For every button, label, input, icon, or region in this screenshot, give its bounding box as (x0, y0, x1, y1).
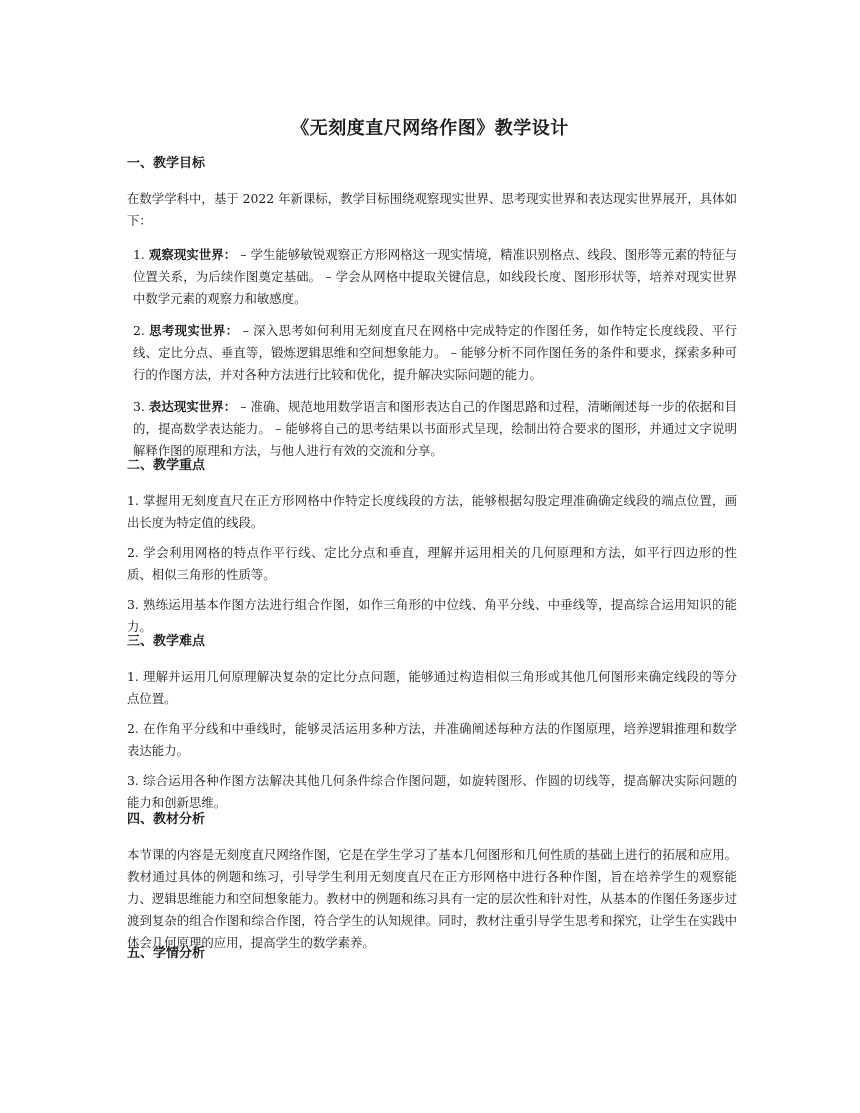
goal-item-lead: 思考现实世界： (149, 323, 239, 338)
list-item: 3. 综合运用各种作图方法解决其他几何条件综合作图问题，如旋转图形、作圆的切线等，提高解决实际问题的能力和创新思维。 (127, 773, 737, 810)
list-item: 2. 在作角平分线和中垂线时，能够灵活运用多种方法，并准确阐述每种方法的作图原理，培养逻辑推理和数学表达能力。 (127, 721, 737, 758)
list-item: 1. 理解并运用几何原理解决复杂的定比分点问题，能够通过构造相似三角形或其他几何图形来确定线段的等分点位置。 (127, 669, 737, 706)
goal-item-observe: 1. 观察现实世界： – 学生能够敏锐观察正方形网格这一现实情境，精准识别格点、线段、图形等元素的特征与位置关系，为后续作图奠定基础。 – 学会从网格中提取关键信息，如线段长度、图形形状等，培养对现实世界中数学元素的观察力和敏感度。 (133, 247, 737, 306)
section-heading: 五、学情分析 (127, 946, 206, 961)
list-item: 2. 学会利用网格的特点作平行线、定比分点和垂直，理解并运用相关的几何原理和方法，如平行四边形的性质、相似三角形的性质等。 (127, 545, 737, 582)
list-item: 3. 熟练运用基本作图方法进行组合作图，如作三角形的中位线、角平分线、中垂线等，提高综合运用知识的能力。 (127, 597, 737, 634)
document-title: 《无刻度直尺网络作图》教学设计 (291, 118, 569, 139)
list-item: 1. 掌握用无刻度直尺在正方形网格中作特定长度线段的方法，能够根据勾股定理准确确定线段的端点位置，画出长度为特定值的线段。 (127, 493, 737, 530)
section-key-points (127, 456, 737, 638)
goal-item-think: 2. 思考现实世界： – 深入思考如何利用无刻度直尺在网格中完成特定的作图任务，如作特定长度线段、平行线、定比分点、垂直等，锻炼逻辑思维和空间想象能力。 – 能够分析不同作图任务的条件和要求，探索多种可行的作图方法，并对各种方法进行比较和优化，提升解决实际问题的能力。 (133, 323, 737, 382)
goal-item-express: 3. 表达现实世界： – 准确、规范地用数学语言和图形表达自己的作图思路和过程，清晰阐述每一步的依据和目的，提高数学表达能力。 – 能够将自己的思考结果以书面形式呈现，绘制出符合要求的图形，并通过文字说明解释作图的原理和方法，与他人进行有效的交流和分享。 (133, 399, 737, 458)
section-body: 本节课的内容是无刻度直尺网络作图，它是在学生学习了基本几何图形和几何性质的基础上进行的拓展和应用。教材通过具体的例题和练习，引导学生利用无刻度直尺在正方形网格中进行各种作图，旨在培养学生的观察能力、逻辑思维能力和空间想象能力。教材中的例题和练习具有一定的层次性和针对性，从基本的作图任务逐步过渡到复杂的组合作图和综合作图，符合学生的认知规律。同时，教材注重引导学生思考和探究，让学生在实践中体会几何原理的应用，提高学生的数学素养。 (127, 847, 737, 950)
section-heading: 三、教学难点 (127, 634, 206, 649)
section-intro: 在数学学科中，基于 2022 年新课标，教学目标围绕观察现实世界、思考现实世界和表达现实世界展开，具体如下： (127, 191, 737, 228)
section-learner-analysis (127, 944, 737, 978)
goal-item-lead: 观察现实世界： (148, 247, 237, 262)
section-heading: 一、教学目标 (127, 156, 206, 171)
section-heading: 二、教学重点 (127, 458, 206, 473)
goal-item-lead: 表达现实世界： (148, 399, 237, 414)
section-textbook-analysis (127, 810, 737, 954)
section-teaching-goals (127, 154, 737, 462)
section-heading: 四、教材分析 (127, 812, 206, 827)
section-difficulties (127, 632, 737, 814)
